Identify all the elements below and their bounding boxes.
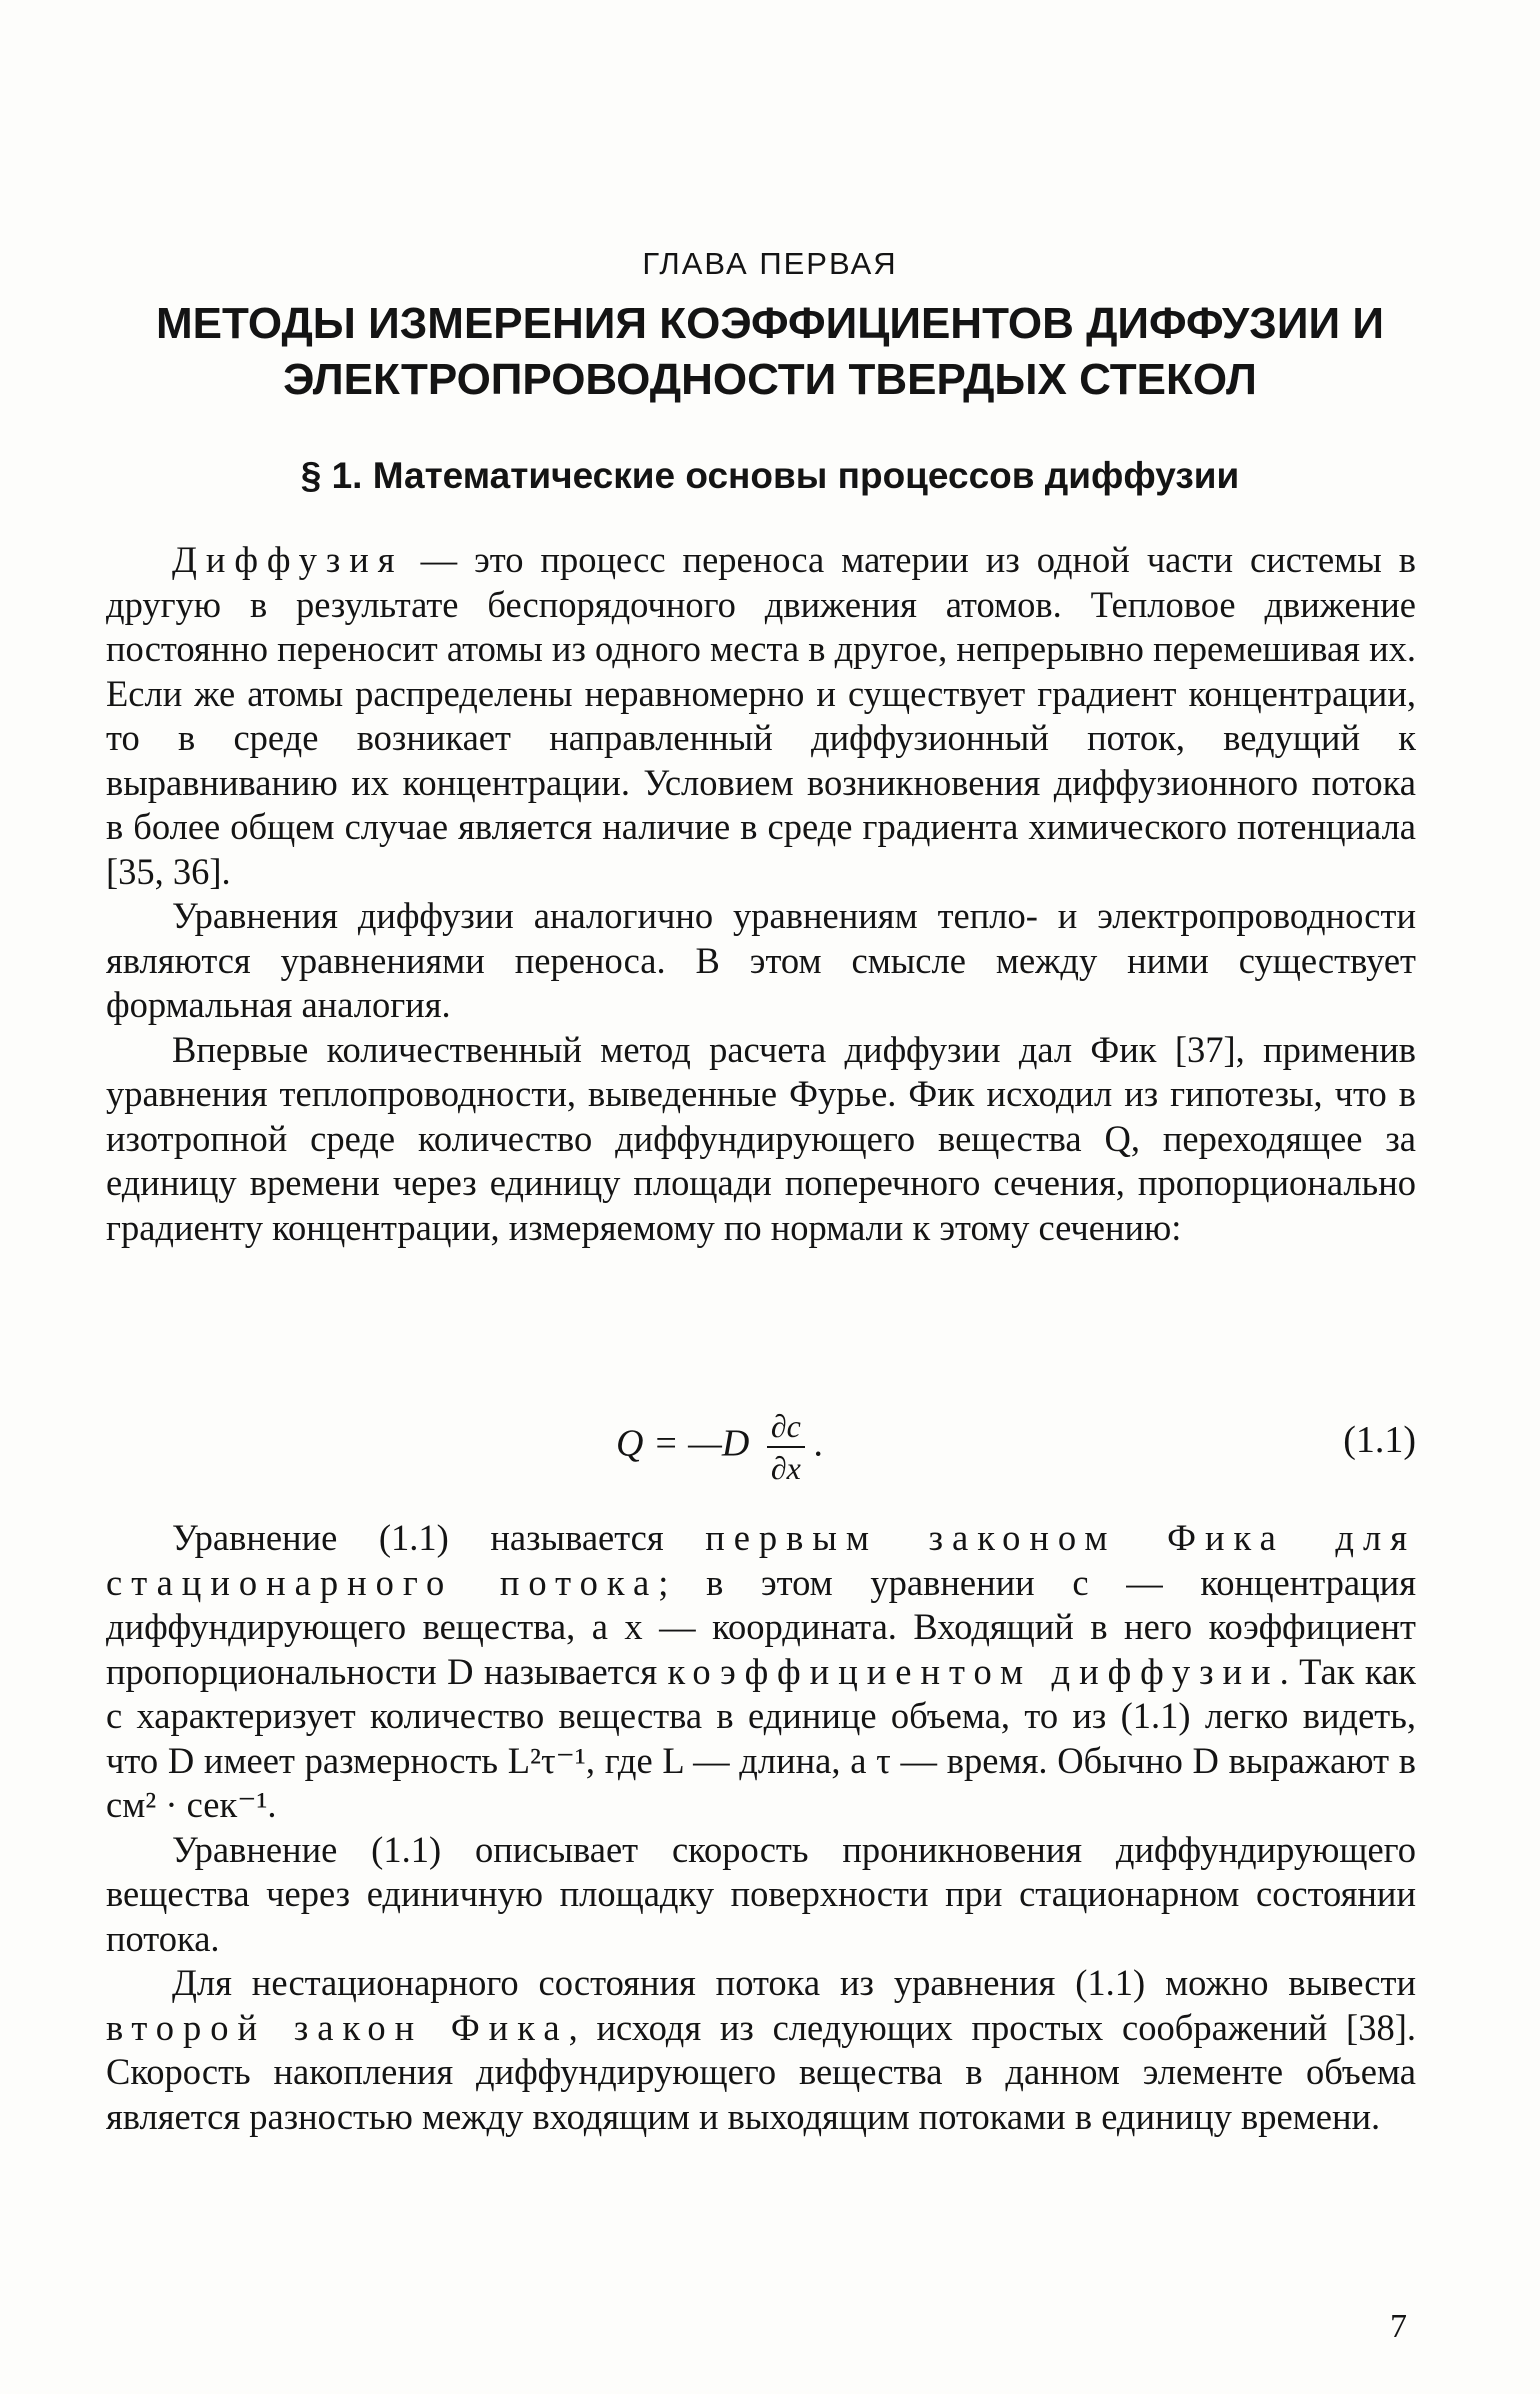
formula-denominator: ∂x xyxy=(770,1450,801,1486)
formula-lhs: Q = —D xyxy=(616,1422,750,1465)
paragraph-1 xyxy=(106,538,1416,894)
formula-tail: . xyxy=(814,1422,824,1465)
term-second-fick-law: второй закон Фика xyxy=(106,2006,569,2048)
formula-expression xyxy=(616,1406,824,1488)
paragraph-2: Уравнения диффузии аналогично уравнениям тепло- и электропроводности являются уравнениями переноса. В этом смысле между ними существует формальная аналогия. xyxy=(106,895,1416,1025)
term-diffusion-coefficient: коэффициентом диффузии xyxy=(667,1650,1280,1692)
paragraph-6-text-a: Для нестационарного состояния потока из уравнения (1.1) можно вывести xyxy=(172,1962,1416,2003)
formula-1-1 xyxy=(106,1388,1416,1498)
paragraph-5: Уравнение (1.1) описывает скорость проникновения диффундирующего вещества через единичную площадку поверхности при стационарном состоянии потока. xyxy=(106,1828,1416,1959)
formula-numerator: ∂c xyxy=(767,1406,805,1448)
page-number: 7 xyxy=(1390,2308,1407,2345)
section-heading: § 1. Математические основы процессов диффузии xyxy=(300,455,1240,496)
chapter-label: ГЛАВА ПЕРВАЯ xyxy=(642,246,898,281)
paragraph-4-text-e: . Так как c характеризует количество вещества в единице объема, то из (1.1) легко видеть, что D имеет размерность L²τ⁻¹, где L — длина, а τ — время. Обычно D выражают в см² · сек⁻¹. xyxy=(106,1650,1417,1825)
paragraph-6 xyxy=(106,1961,1416,2139)
body-text-top xyxy=(106,538,1416,1250)
term-diffusion: Диффузия xyxy=(172,539,404,580)
paragraph-1-text: — это процесс переноса материи из одной части системы в другую в результате беспорядочного движения атомов. Тепловое движение постоянно переносит атомы из одного места в другое, непрерывно перемешивая их. Если же атомы распределены неравномерно и существует градиент концентрации, то в среде возникает направленный диффузионный поток, ведущий к выравниванию их концентрации. Условием возникновения диффузионного потока в более общем случае является наличие в среде градиента химического потенциала [35, 36]. xyxy=(106,539,1416,892)
term-first-fick-law: первым законом Фика для стационарного потока xyxy=(106,1517,1416,1603)
paragraph-4-text-c: ; в этом уравнении c — концентрация диффундирующего вещества, а x — координата. Входящий в него коэффициент пропорциональности D называется xyxy=(106,1561,1416,1692)
body-text-bottom xyxy=(106,1516,1416,2139)
chapter-title: МЕТОДЫ ИЗМЕРЕНИЯ КОЭФФИЦИЕНТОВ ДИФФУЗИИ И ЭЛЕКТРОПРОВОДНОСТИ ТВЕРДЫХ СТЕКОЛ xyxy=(156,299,1384,404)
paragraph-6-text-c: , исходя из следующих простых соображений [38]. Скорость накопления диффундирующего вещества в данном элементе объема является разностью между входящим и выходящим потоками в единицу времени. xyxy=(106,2006,1416,2137)
paragraph-4-text-a: Уравнение (1.1) называется xyxy=(172,1517,706,1558)
formula-fraction xyxy=(767,1406,805,1488)
equation-number: (1.1) xyxy=(1343,1419,1416,1461)
paragraph-3: Впервые количественный метод расчета диффузии дал Фик [37], применив уравнения теплопроводности, выведенные Фурье. Фик исходил из гипотезы, что в изотропной среде количество диффундирующего вещества Q, переходящее за единицу времени через единицу площади поперечного сечения, пропорционально градиенту концентрации, измеряемому по нормали к этому сечению: xyxy=(106,1028,1416,1248)
paragraph-4 xyxy=(106,1516,1416,1828)
